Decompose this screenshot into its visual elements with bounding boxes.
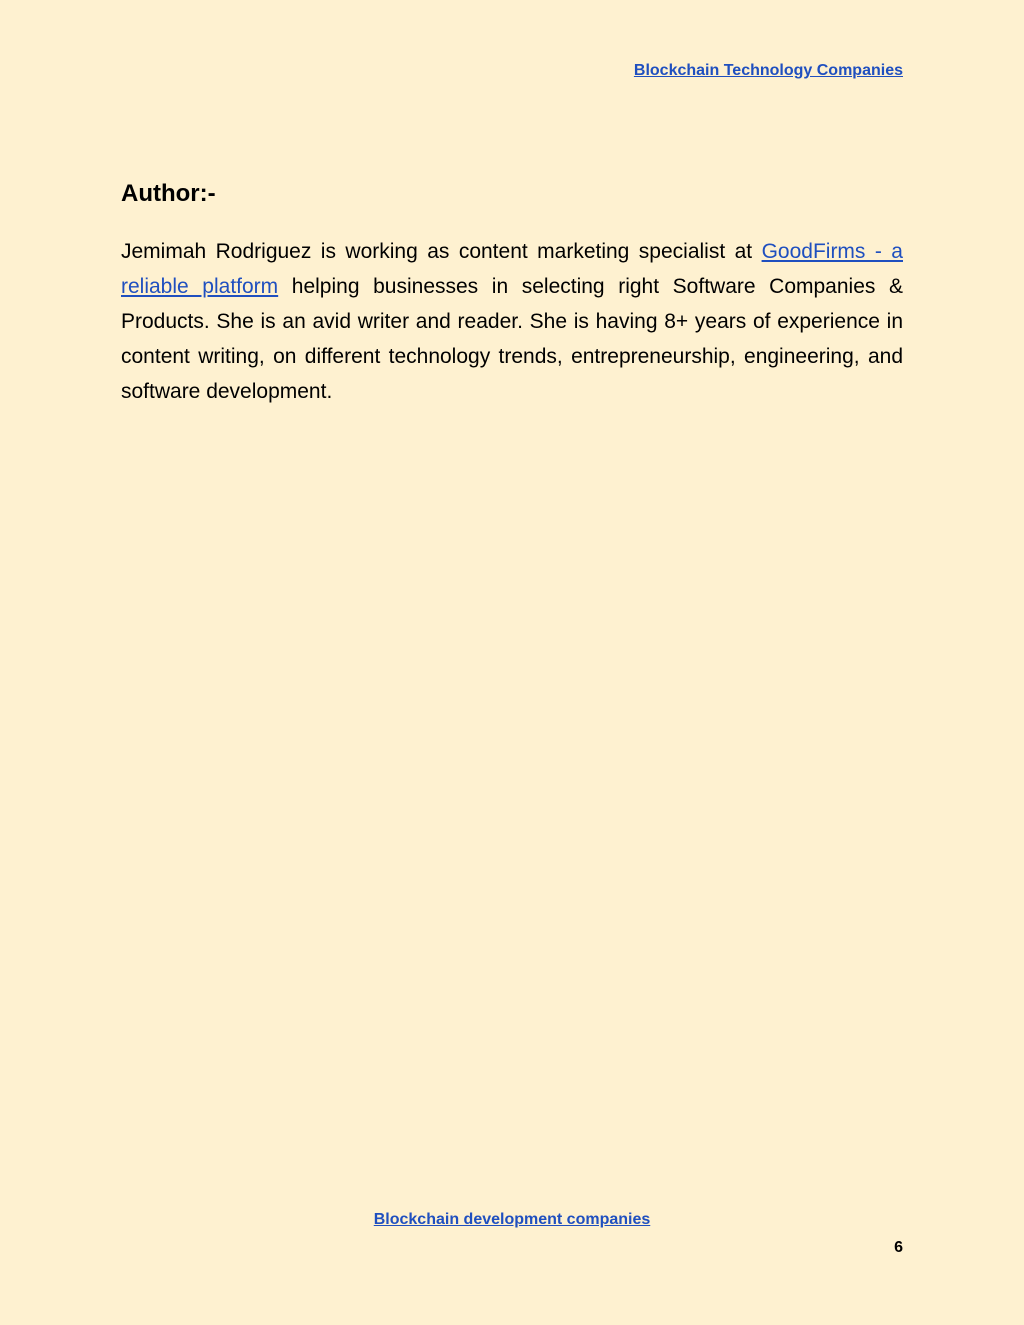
- page-number: 6: [894, 1239, 903, 1256]
- bio-text-before-link: Jemimah Rodriguez is working as content marketing specialist at: [121, 240, 762, 263]
- author-bio: [121, 234, 903, 409]
- author-heading: Author:-: [121, 180, 216, 207]
- header-link-blockchain-technology-companies[interactable]: Blockchain Technology Companies: [633, 62, 903, 79]
- goodfirms-link[interactable]: GoodFirms - a reliable platform: [121, 240, 903, 298]
- author-section: [121, 176, 903, 409]
- footer-link-blockchain-development-companies[interactable]: Blockchain development companies: [373, 1211, 651, 1228]
- bio-text-after-link: helping businesses in selecting right Software Companies & Products. She is an avid writer and reader. She is having 8+ years of experience in content writing, on different technology trends, entrepreneurship, engineering, and software development.: [121, 275, 903, 403]
